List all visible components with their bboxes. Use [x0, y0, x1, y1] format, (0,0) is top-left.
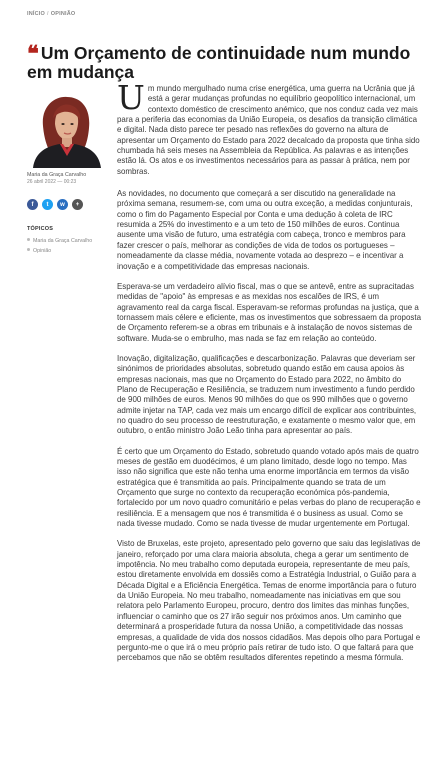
twitter-icon[interactable]: t: [42, 199, 53, 210]
article-paragraph: As novidades, no documento que começará a ser discutido na generalidade na próxima semana, resumem-se, com uma ou outra exceção, a medidas conjunturais, como o fim do Pagamento Especial por Conta e uma dedução à coleta de IRC resumida a 25% do investimento e a um teto de 150 milhões de euros. Continua ausente uma visão de futuro, uma estratégia com cabeça, tronco e membros para fazer crescer o país, melhorar as condições de vida de todos os portugueses – nomeadamente da classe média, novamente votada ao desprezo – e incentivar a inovação e a competitividade das empresas nacionais.: [117, 189, 413, 271]
topic-link[interactable]: [27, 238, 92, 244]
article-paragraph: Esperava-se um verdadeiro alívio fiscal, mas o que se antevê, entre as supracitadas medidas de "apoio" às empresas e as mexidas nos escalões de IRS, é um agravamento real da carga fiscal. Esperavam-se reformas profundas na justiça, que a tornassem mais célere e eficiente, mas os investimentos que sobressaem da proposta de Orçamento referem-se a obras em tribunais e à instalação de novos sistemas de software. Muda-se o embrulho, mas nada se faz em relação ao conteúdo.: [117, 281, 421, 343]
publish-date: 26 abril 2022 — 00:23: [27, 179, 77, 185]
page-title: [27, 40, 422, 82]
topic-label: Maria da Graça Carvalho: [33, 238, 93, 244]
drop-cap: U: [117, 78, 145, 117]
topics-heading: TÓPICOS: [27, 226, 54, 232]
article-paragraph: É certo que um Orçamento do Estado, sobretudo quando votado após mais de quatro meses de gestão em duodécimos, é um plano limitado, desde logo no tempo. Mas isso não significa que este não tenha uma enorme importância em termos da visão estratégica que é transmitida ao país. Principalmente quando se trata de um Orçamento que surge no contexto da recuperação económica pós-pandemia, fortalecido por um novo quadro comunitário e pelas verbas do plano de recuperação e resiliência. E a mensagem que nos é transmitida é o business as usual. Como se nada tivesse mudado. Como se nada tivesse de mudar urgentemente em Portugal.: [117, 446, 421, 529]
topic-link[interactable]: [27, 248, 51, 254]
headline-text: Um Orçamento de continuidade num mundo em mudança: [27, 42, 411, 82]
topic-label: Opinião: [33, 248, 52, 254]
article-paragraph: [117, 78, 422, 177]
quote-icon: ❝: [27, 40, 39, 67]
share-bar: [27, 199, 83, 210]
article-paragraph: Visto de Bruxelas, este projeto, apresentado pelo governo que saiu das legislativas de janeiro, reforçado por uma clara maioria absoluta, chega a gerar um sentimento de impotência. No meu trabalho como deputada europeia, representante de meu país, estou diretamente envolvida em dossiês como a Estratégia Industrial, o Guião para a Década Digital e a Eficiência Energética. Temas de enorme importância para o futuro da União Europeia. No meu trabalho, nomeadamente nas iniciativas em que sou relatora pelo Parlamento Europeu, procuro, dentro dos limites das minhas funções, influenciar o caminho que os 27 irão seguir nos próximos anos. Um caminho que determinará a prosperidade futura da nossa União, a competitividade das nossas empresas, a qualidade de vida dos nossos cidadãos. Mas depois olho para Portugal e pergunto-me o que irá o meu próprio país retirar de tudo isto. O que faltará para que percebamos que não se obtêm resultados diferentes repetindo a mesma fórmula.: [117, 539, 421, 663]
whatsapp-icon[interactable]: w: [57, 199, 68, 210]
bullet-icon: [27, 238, 30, 241]
breadcrumb-section-link[interactable]: OPINIÃO: [50, 11, 76, 17]
bullet-icon: [27, 248, 30, 251]
article-paragraph: Inovação, digitalização, qualificações e descarbonização. Palavras que deveriam ser sinónimos de prioridades absolutas, sobretudo quando estão em causa apoios às empresas nacionais, mas que no Orçamento do Estado para 2022, no âmbito do Plano de Recuperação e Resiliência, se traduzem num investimento a fundo perdido de 900 milhões de euros. Menos 90 milhões do que os 990 milhões que o governo admite injetar na TAP, cada vez mais um encargo difícil de explicar aos contribuintes, no quadro do seu processo de reestruturação, e exatamente o mesmo valor que, em outubro, o então ministro João Leão tinha para apresentar ao país.: [117, 353, 417, 436]
paragraph-text: m mundo mergulhado numa crise energética, uma guerra na Ucrânia que já está a gerar mudanças profundas no equilíbrio geopolítico internacional, um contexto doméstico de crescimento anémico, que nos conduz cada vez mais para a periferia das economias da União Europeia, os desafios da transição climática e digital. Nada disto parece ter pesado nas reflexões do governo na altura de apresentar um Orçamento do Estado para 2022 decalcado da proposta que tinha sido chumbada há seis meses na Assembleia da República. As palavras e as intenções estão lá. Os atos e os investimentos necessários para as passar à prática, nem por sombras.: [117, 84, 420, 176]
more-icon[interactable]: +: [72, 199, 83, 210]
facebook-icon[interactable]: f: [27, 199, 38, 210]
breadcrumb-separator: /: [47, 11, 49, 17]
breadcrumb-home-link[interactable]: INÍCIO: [27, 11, 46, 17]
author-name[interactable]: Maria da Graça Carvalho: [27, 172, 87, 178]
author-photo: [27, 88, 105, 168]
breadcrumb: [27, 11, 75, 17]
article-body: [117, 78, 422, 674]
